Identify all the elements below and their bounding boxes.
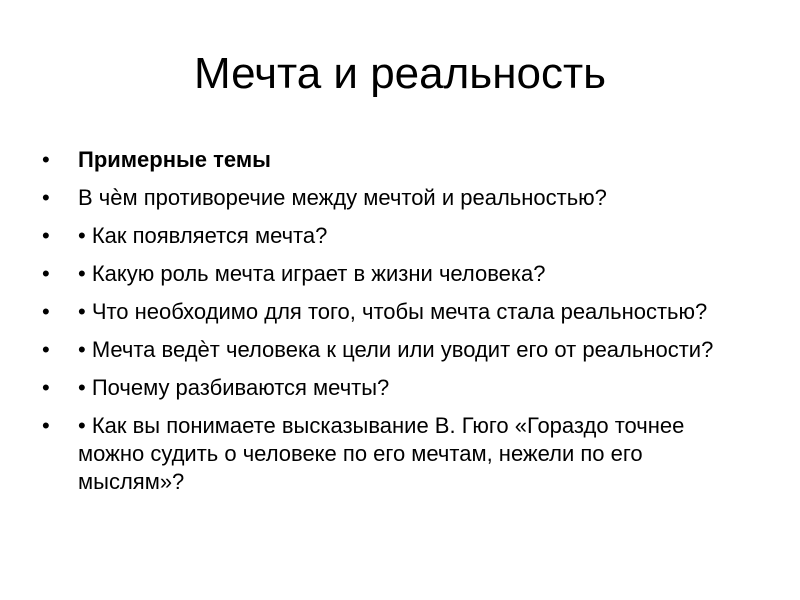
list-item (40, 260, 740, 288)
list-item-text: • Как вы понимаете высказывание В. Гюго «Гораздо точнее можно судить о человеке по его мечтам, нежели по его мыслям»? (78, 413, 685, 494)
bullet-icon: • (42, 299, 50, 324)
list-item-text: • Почему разбиваются мечты? (78, 375, 390, 400)
list-item-text: • Мечта ведѐт человека к цели или уводит его от реальности? (78, 337, 714, 362)
bullet-icon: • (42, 223, 50, 248)
list-item-text: • Что необходимо для того, чтобы мечта стала реальностью? (78, 299, 708, 324)
list-item-text: • Какую роль мечта играет в жизни человека? (78, 261, 546, 286)
list-item (40, 222, 740, 250)
bullet-icon: • (42, 147, 50, 172)
bullet-icon: • (42, 261, 50, 286)
bullet-icon: • (42, 337, 50, 362)
slide-title: Мечта и реальность (193, 49, 607, 98)
list-item-text: Примерные темы (78, 147, 271, 172)
bullet-icon: • (42, 185, 50, 210)
list-item (40, 412, 740, 496)
list-item (40, 336, 740, 364)
list-item-text: В чѐм противоречие между мечтой и реальностью? (78, 185, 607, 210)
bullet-icon: • (42, 375, 50, 400)
bullet-icon: • (42, 413, 50, 438)
bullet-list (40, 146, 740, 506)
list-item (40, 184, 740, 212)
list-item (40, 374, 740, 402)
list-item (40, 146, 740, 174)
list-item (40, 298, 740, 326)
list-item-text: • Как появляется мечта? (78, 223, 328, 248)
